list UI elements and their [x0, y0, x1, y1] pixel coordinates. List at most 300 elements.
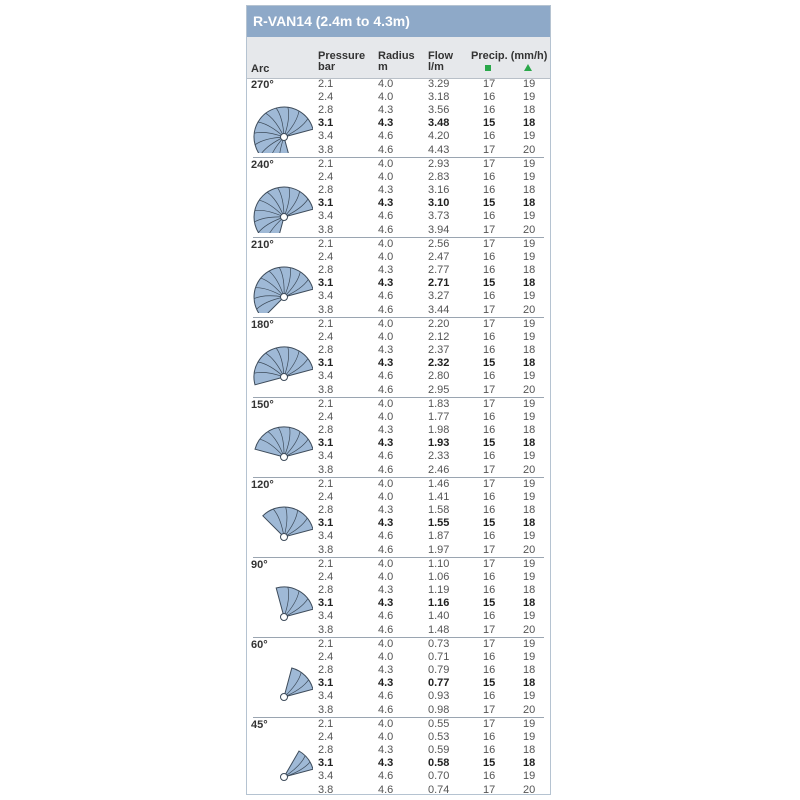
triangle-precip-cell: 20	[523, 783, 536, 796]
square-precip-cell: 17	[483, 303, 496, 316]
pressure-cell: 3.8	[318, 223, 334, 236]
square-precip-cell: 17	[483, 543, 496, 556]
flow-cell: 0.93	[428, 690, 450, 703]
radius-cell: 4.0	[378, 398, 394, 410]
flow-cell: 2.32	[428, 357, 450, 370]
radius-cell: 4.6	[378, 690, 394, 703]
square-precip-cell: 17	[483, 638, 496, 650]
triangle-precip-cell: 18	[523, 277, 536, 290]
square-precip-cell: 16	[483, 491, 496, 504]
square-precip-cell: 17	[483, 318, 496, 330]
radius-cell: 4.6	[378, 143, 394, 156]
table-row	[247, 277, 550, 290]
triangle-precip-cell: 18	[523, 517, 536, 530]
pressure-cell: 2.8	[318, 584, 334, 597]
table-row	[247, 238, 550, 251]
pressure-cell: 2.1	[318, 318, 334, 330]
arc-label: 60°	[251, 639, 268, 651]
flow-cell: 3.94	[428, 223, 450, 236]
pressure-cell: 3.1	[318, 597, 334, 610]
pressure-cell: 3.1	[318, 277, 334, 290]
table-row	[247, 210, 550, 223]
pressure-cell: 2.8	[318, 424, 334, 437]
pressure-cell: 3.4	[318, 210, 334, 223]
flow-cell: 0.58	[428, 757, 450, 770]
square-precip-cell: 17	[483, 143, 496, 156]
flow-cell: 1.19	[428, 584, 450, 597]
triangle-precip-cell: 18	[523, 504, 536, 517]
pressure-cell: 3.4	[318, 290, 334, 303]
flow-cell: 1.41	[428, 491, 450, 504]
flow-cell: 3.16	[428, 184, 450, 197]
flow-cell: 1.40	[428, 610, 450, 623]
radius-cell: 4.3	[378, 584, 394, 597]
square-precip-cell: 17	[483, 238, 496, 250]
flow-cell: 2.37	[428, 344, 450, 357]
flow-cell: 3.56	[428, 104, 450, 117]
table-row	[247, 571, 550, 584]
triangle-precip-cell: 20	[523, 383, 536, 396]
radius-cell: 4.3	[378, 277, 394, 290]
pressure-cell: 3.4	[318, 450, 334, 463]
square-precip-cell: 16	[483, 411, 496, 424]
radius-cell: 4.3	[378, 197, 394, 210]
pressure-cell: 2.4	[318, 331, 334, 344]
pressure-cell: 2.1	[318, 478, 334, 490]
triangle-precip-cell: 18	[523, 424, 536, 437]
radius-cell: 4.6	[378, 703, 394, 716]
table-row	[247, 171, 550, 184]
square-precip-cell: 16	[483, 651, 496, 664]
triangle-precip-cell: 19	[523, 210, 536, 223]
square-precip-cell: 16	[483, 264, 496, 277]
flow-cell: 3.48	[428, 117, 450, 130]
flow-cell: 0.73	[428, 638, 450, 650]
radius-cell: 4.0	[378, 718, 394, 730]
pressure-cell: 2.1	[318, 78, 334, 90]
triangle-precip-cell: 19	[523, 171, 536, 184]
table-row	[247, 770, 550, 783]
pressure-cell: 2.1	[318, 638, 334, 650]
square-precip-cell: 15	[483, 597, 496, 610]
radius-cell: 4.0	[378, 251, 394, 264]
radius-cell: 4.3	[378, 104, 394, 117]
flow-cell: 1.10	[428, 558, 450, 570]
radius-cell: 4.0	[378, 238, 394, 250]
arc-label: 180°	[251, 319, 274, 331]
pressure-cell: 3.1	[318, 437, 334, 450]
pressure-cell: 2.4	[318, 571, 334, 584]
pressure-cell: 2.4	[318, 491, 334, 504]
table-row	[247, 491, 550, 504]
square-precip-cell: 17	[483, 158, 496, 170]
arc-label: 270°	[251, 79, 274, 91]
table-title: R-VAN14 (2.4m to 4.3m)	[247, 6, 550, 37]
triangle-precip-cell: 19	[523, 571, 536, 584]
flow-cell: 2.47	[428, 251, 450, 264]
table-row	[247, 757, 550, 770]
flow-cell: 4.20	[428, 130, 450, 143]
triangle-precip-cell: 19	[523, 770, 536, 783]
arc-header: Arc	[251, 63, 270, 75]
flow-cell: 0.79	[428, 664, 450, 677]
triangle-precip-cell: 19	[523, 558, 536, 570]
table-row	[247, 638, 550, 651]
pressure-cell: 3.1	[318, 117, 334, 130]
pressure-cell: 3.1	[318, 757, 334, 770]
column-header-row	[247, 37, 550, 79]
square-precip-cell: 16	[483, 744, 496, 757]
flow-cell: 1.98	[428, 424, 450, 437]
radius-cell: 4.3	[378, 597, 394, 610]
square-precip-cell: 15	[483, 517, 496, 530]
flow-cell: 0.71	[428, 651, 450, 664]
triangle-precip-cell: 19	[523, 478, 536, 490]
radius-cell: 4.0	[378, 411, 394, 424]
pressure-cell: 2.8	[318, 664, 334, 677]
triangle-precip-cell: 18	[523, 344, 536, 357]
table-row	[247, 478, 550, 491]
table-row	[247, 384, 550, 397]
table-row	[247, 304, 550, 317]
square-precip-cell: 16	[483, 610, 496, 623]
flow-cell: 3.18	[428, 91, 450, 104]
triangle-precip-cell: 20	[523, 703, 536, 716]
pressure-cell: 3.1	[318, 517, 334, 530]
flow-cell: 3.27	[428, 290, 450, 303]
radius-cell: 4.6	[378, 770, 394, 783]
pressure-cell: 3.8	[318, 623, 334, 636]
triangle-precip-cell: 20	[523, 623, 536, 636]
nozzle-performance-table	[246, 5, 551, 795]
pressure-cell: 2.8	[318, 504, 334, 517]
table-row	[247, 104, 550, 117]
square-precip-cell: 15	[483, 117, 496, 130]
radius-cell: 4.3	[378, 504, 394, 517]
flow-cell: 3.10	[428, 197, 450, 210]
flow-cell: 0.74	[428, 783, 450, 796]
table-row	[247, 184, 550, 197]
triangle-precip-cell: 18	[523, 584, 536, 597]
triangle-spacing-icon	[524, 64, 532, 71]
pressure-cell: 3.4	[318, 530, 334, 543]
table-row	[247, 464, 550, 477]
table-row	[247, 731, 550, 744]
radius-cell: 4.0	[378, 78, 394, 90]
flow-cell: 2.71	[428, 277, 450, 290]
flow-cell: 3.44	[428, 303, 450, 316]
pressure-cell: 2.8	[318, 184, 334, 197]
table-row	[247, 584, 550, 597]
pressure-cell: 2.4	[318, 91, 334, 104]
radius-cell: 4.0	[378, 91, 394, 104]
triangle-precip-cell: 19	[523, 610, 536, 623]
square-precip-cell: 17	[483, 398, 496, 410]
pressure-cell: 2.1	[318, 238, 334, 250]
table-row	[247, 558, 550, 571]
triangle-precip-cell: 20	[523, 463, 536, 476]
flow-cell: 2.77	[428, 264, 450, 277]
square-precip-cell: 16	[483, 290, 496, 303]
square-precip-cell: 15	[483, 677, 496, 690]
triangle-precip-cell: 18	[523, 677, 536, 690]
table-row	[247, 690, 550, 703]
pressure-cell: 2.4	[318, 411, 334, 424]
square-precip-cell: 16	[483, 344, 496, 357]
table-row	[247, 264, 550, 277]
arc-label: 240°	[251, 159, 274, 171]
radius-cell: 4.3	[378, 344, 394, 357]
table-row	[247, 784, 550, 797]
square-precip-cell: 16	[483, 571, 496, 584]
triangle-precip-cell: 19	[523, 331, 536, 344]
square-precip-cell: 16	[483, 584, 496, 597]
radius-cell: 4.3	[378, 744, 394, 757]
flow-cell: 0.98	[428, 703, 450, 716]
flow-cell: 2.33	[428, 450, 450, 463]
table-row	[247, 331, 550, 344]
flow-cell: 3.29	[428, 78, 450, 90]
table-row	[247, 398, 550, 411]
radius-header: Radius	[378, 50, 415, 62]
triangle-precip-cell: 18	[523, 744, 536, 757]
triangle-precip-cell: 19	[523, 450, 536, 463]
triangle-precip-cell: 19	[523, 290, 536, 303]
triangle-precip-cell: 18	[523, 117, 536, 130]
square-precip-cell: 15	[483, 757, 496, 770]
flow-cell: 2.93	[428, 158, 450, 170]
pressure-cell: 3.4	[318, 130, 334, 143]
radius-cell: 4.0	[378, 478, 394, 490]
triangle-precip-cell: 18	[523, 264, 536, 277]
radius-cell: 4.6	[378, 783, 394, 796]
radius-cell: 4.6	[378, 290, 394, 303]
pressure-cell: 3.8	[318, 303, 334, 316]
square-precip-cell: 16	[483, 91, 496, 104]
pressure-cell: 2.4	[318, 251, 334, 264]
flow-cell: 1.16	[428, 597, 450, 610]
square-precip-cell: 16	[483, 104, 496, 117]
table-row	[247, 251, 550, 264]
radius-cell: 4.6	[378, 450, 394, 463]
pressure-cell: 2.8	[318, 344, 334, 357]
radius-unit-header: m	[378, 61, 388, 73]
table-row	[247, 197, 550, 210]
pressure-cell: 2.8	[318, 104, 334, 117]
table-row	[247, 357, 550, 370]
square-precip-cell: 15	[483, 437, 496, 450]
square-precip-cell: 16	[483, 210, 496, 223]
flow-cell: 1.58	[428, 504, 450, 517]
table-row	[247, 144, 550, 157]
table-row	[247, 677, 550, 690]
table-row	[247, 664, 550, 677]
table-row	[247, 424, 550, 437]
radius-cell: 4.0	[378, 491, 394, 504]
flow-cell: 1.77	[428, 411, 450, 424]
pressure-cell: 3.8	[318, 463, 334, 476]
square-precip-cell: 16	[483, 171, 496, 184]
table-row	[247, 318, 550, 331]
radius-cell: 4.0	[378, 651, 394, 664]
flow-cell: 4.43	[428, 143, 450, 156]
square-precip-cell: 17	[483, 223, 496, 236]
square-precip-cell: 17	[483, 718, 496, 730]
triangle-precip-cell: 19	[523, 398, 536, 410]
table-row	[247, 517, 550, 530]
square-precip-cell: 16	[483, 530, 496, 543]
triangle-precip-cell: 18	[523, 184, 536, 197]
triangle-precip-cell: 19	[523, 370, 536, 383]
table-row	[247, 450, 550, 463]
arc-label: 90°	[251, 559, 268, 571]
pressure-cell: 3.4	[318, 690, 334, 703]
pressure-cell: 3.1	[318, 677, 334, 690]
triangle-precip-cell: 19	[523, 638, 536, 650]
triangle-precip-cell: 18	[523, 197, 536, 210]
square-precip-cell: 17	[483, 703, 496, 716]
radius-cell: 4.0	[378, 171, 394, 184]
triangle-precip-cell: 19	[523, 78, 536, 90]
radius-cell: 4.0	[378, 571, 394, 584]
pressure-cell: 2.4	[318, 171, 334, 184]
pressure-cell: 3.4	[318, 770, 334, 783]
table-row	[247, 610, 550, 623]
radius-cell: 4.3	[378, 184, 394, 197]
triangle-precip-cell: 18	[523, 664, 536, 677]
square-precip-cell: 15	[483, 197, 496, 210]
square-precip-cell: 17	[483, 783, 496, 796]
flow-cell: 0.53	[428, 731, 450, 744]
triangle-precip-cell: 19	[523, 718, 536, 730]
table-row	[247, 78, 550, 91]
table-row	[247, 504, 550, 517]
triangle-precip-cell: 18	[523, 757, 536, 770]
table-row	[247, 624, 550, 637]
flow-cell: 1.06	[428, 571, 450, 584]
table-row	[247, 290, 550, 303]
square-precip-cell: 16	[483, 504, 496, 517]
radius-cell: 4.0	[378, 558, 394, 570]
radius-cell: 4.6	[378, 623, 394, 636]
radius-cell: 4.6	[378, 130, 394, 143]
pressure-cell: 3.1	[318, 197, 334, 210]
square-precip-cell: 16	[483, 664, 496, 677]
flow-cell: 2.56	[428, 238, 450, 250]
radius-cell: 4.6	[378, 543, 394, 556]
flow-cell: 0.55	[428, 718, 450, 730]
flow-cell: 0.70	[428, 770, 450, 783]
pressure-cell: 3.8	[318, 383, 334, 396]
table-row	[247, 224, 550, 237]
triangle-precip-cell: 19	[523, 130, 536, 143]
table-row	[247, 704, 550, 717]
radius-cell: 4.3	[378, 437, 394, 450]
triangle-precip-cell: 19	[523, 651, 536, 664]
triangle-precip-cell: 20	[523, 143, 536, 156]
radius-cell: 4.3	[378, 664, 394, 677]
table-row	[247, 651, 550, 664]
flow-cell: 1.55	[428, 517, 450, 530]
square-precip-cell: 16	[483, 184, 496, 197]
radius-cell: 4.6	[378, 463, 394, 476]
radius-cell: 4.6	[378, 383, 394, 396]
table-row	[247, 91, 550, 104]
pressure-cell: 2.1	[318, 158, 334, 170]
pressure-cell: 3.8	[318, 703, 334, 716]
flow-cell: 2.46	[428, 463, 450, 476]
flow-unit-header: l/m	[428, 61, 444, 73]
table-row	[247, 117, 550, 130]
triangle-precip-cell: 19	[523, 318, 536, 330]
square-precip-cell: 17	[483, 623, 496, 636]
square-precip-cell: 16	[483, 690, 496, 703]
flow-cell: 2.83	[428, 171, 450, 184]
flow-cell: 1.46	[428, 478, 450, 490]
arc-label: 45°	[251, 719, 268, 731]
flow-cell: 0.77	[428, 677, 450, 690]
pressure-cell: 3.8	[318, 143, 334, 156]
radius-cell: 4.6	[378, 610, 394, 623]
radius-cell: 4.6	[378, 530, 394, 543]
radius-cell: 4.0	[378, 158, 394, 170]
arc-label: 120°	[251, 479, 274, 491]
flow-cell: 0.59	[428, 744, 450, 757]
square-precip-cell: 15	[483, 277, 496, 290]
triangle-precip-cell: 19	[523, 158, 536, 170]
triangle-precip-cell: 18	[523, 357, 536, 370]
radius-cell: 4.3	[378, 517, 394, 530]
flow-cell: 1.48	[428, 623, 450, 636]
pressure-cell: 2.4	[318, 731, 334, 744]
pressure-cell: 2.1	[318, 718, 334, 730]
flow-cell: 1.87	[428, 530, 450, 543]
pressure-cell: 3.4	[318, 610, 334, 623]
triangle-precip-cell: 19	[523, 411, 536, 424]
flow-cell: 2.12	[428, 331, 450, 344]
square-precip-cell: 15	[483, 357, 496, 370]
radius-cell: 4.0	[378, 318, 394, 330]
table-row	[247, 718, 550, 731]
triangle-precip-cell: 18	[523, 597, 536, 610]
pressure-cell: 3.8	[318, 543, 334, 556]
triangle-precip-cell: 18	[523, 437, 536, 450]
triangle-precip-cell: 20	[523, 303, 536, 316]
pressure-unit-header: bar	[318, 61, 336, 73]
table-row	[247, 411, 550, 424]
flow-header: Flow	[428, 50, 454, 62]
radius-cell: 4.0	[378, 731, 394, 744]
precip-header: Precip. (mm/h)	[471, 50, 548, 62]
arc-label: 150°	[251, 399, 274, 411]
square-precip-cell: 16	[483, 731, 496, 744]
pressure-header: Pressure	[318, 50, 366, 62]
radius-cell: 4.3	[378, 117, 394, 130]
flow-cell: 1.83	[428, 398, 450, 410]
flow-cell: 2.95	[428, 383, 450, 396]
triangle-precip-cell: 20	[523, 543, 536, 556]
radius-cell: 4.6	[378, 223, 394, 236]
radius-cell: 4.0	[378, 638, 394, 650]
triangle-precip-cell: 19	[523, 731, 536, 744]
table-row	[247, 597, 550, 610]
square-precip-cell: 17	[483, 78, 496, 90]
table-row	[247, 744, 550, 757]
flow-cell: 1.97	[428, 543, 450, 556]
pressure-cell: 2.8	[318, 744, 334, 757]
radius-cell: 4.6	[378, 370, 394, 383]
triangle-precip-cell: 19	[523, 530, 536, 543]
